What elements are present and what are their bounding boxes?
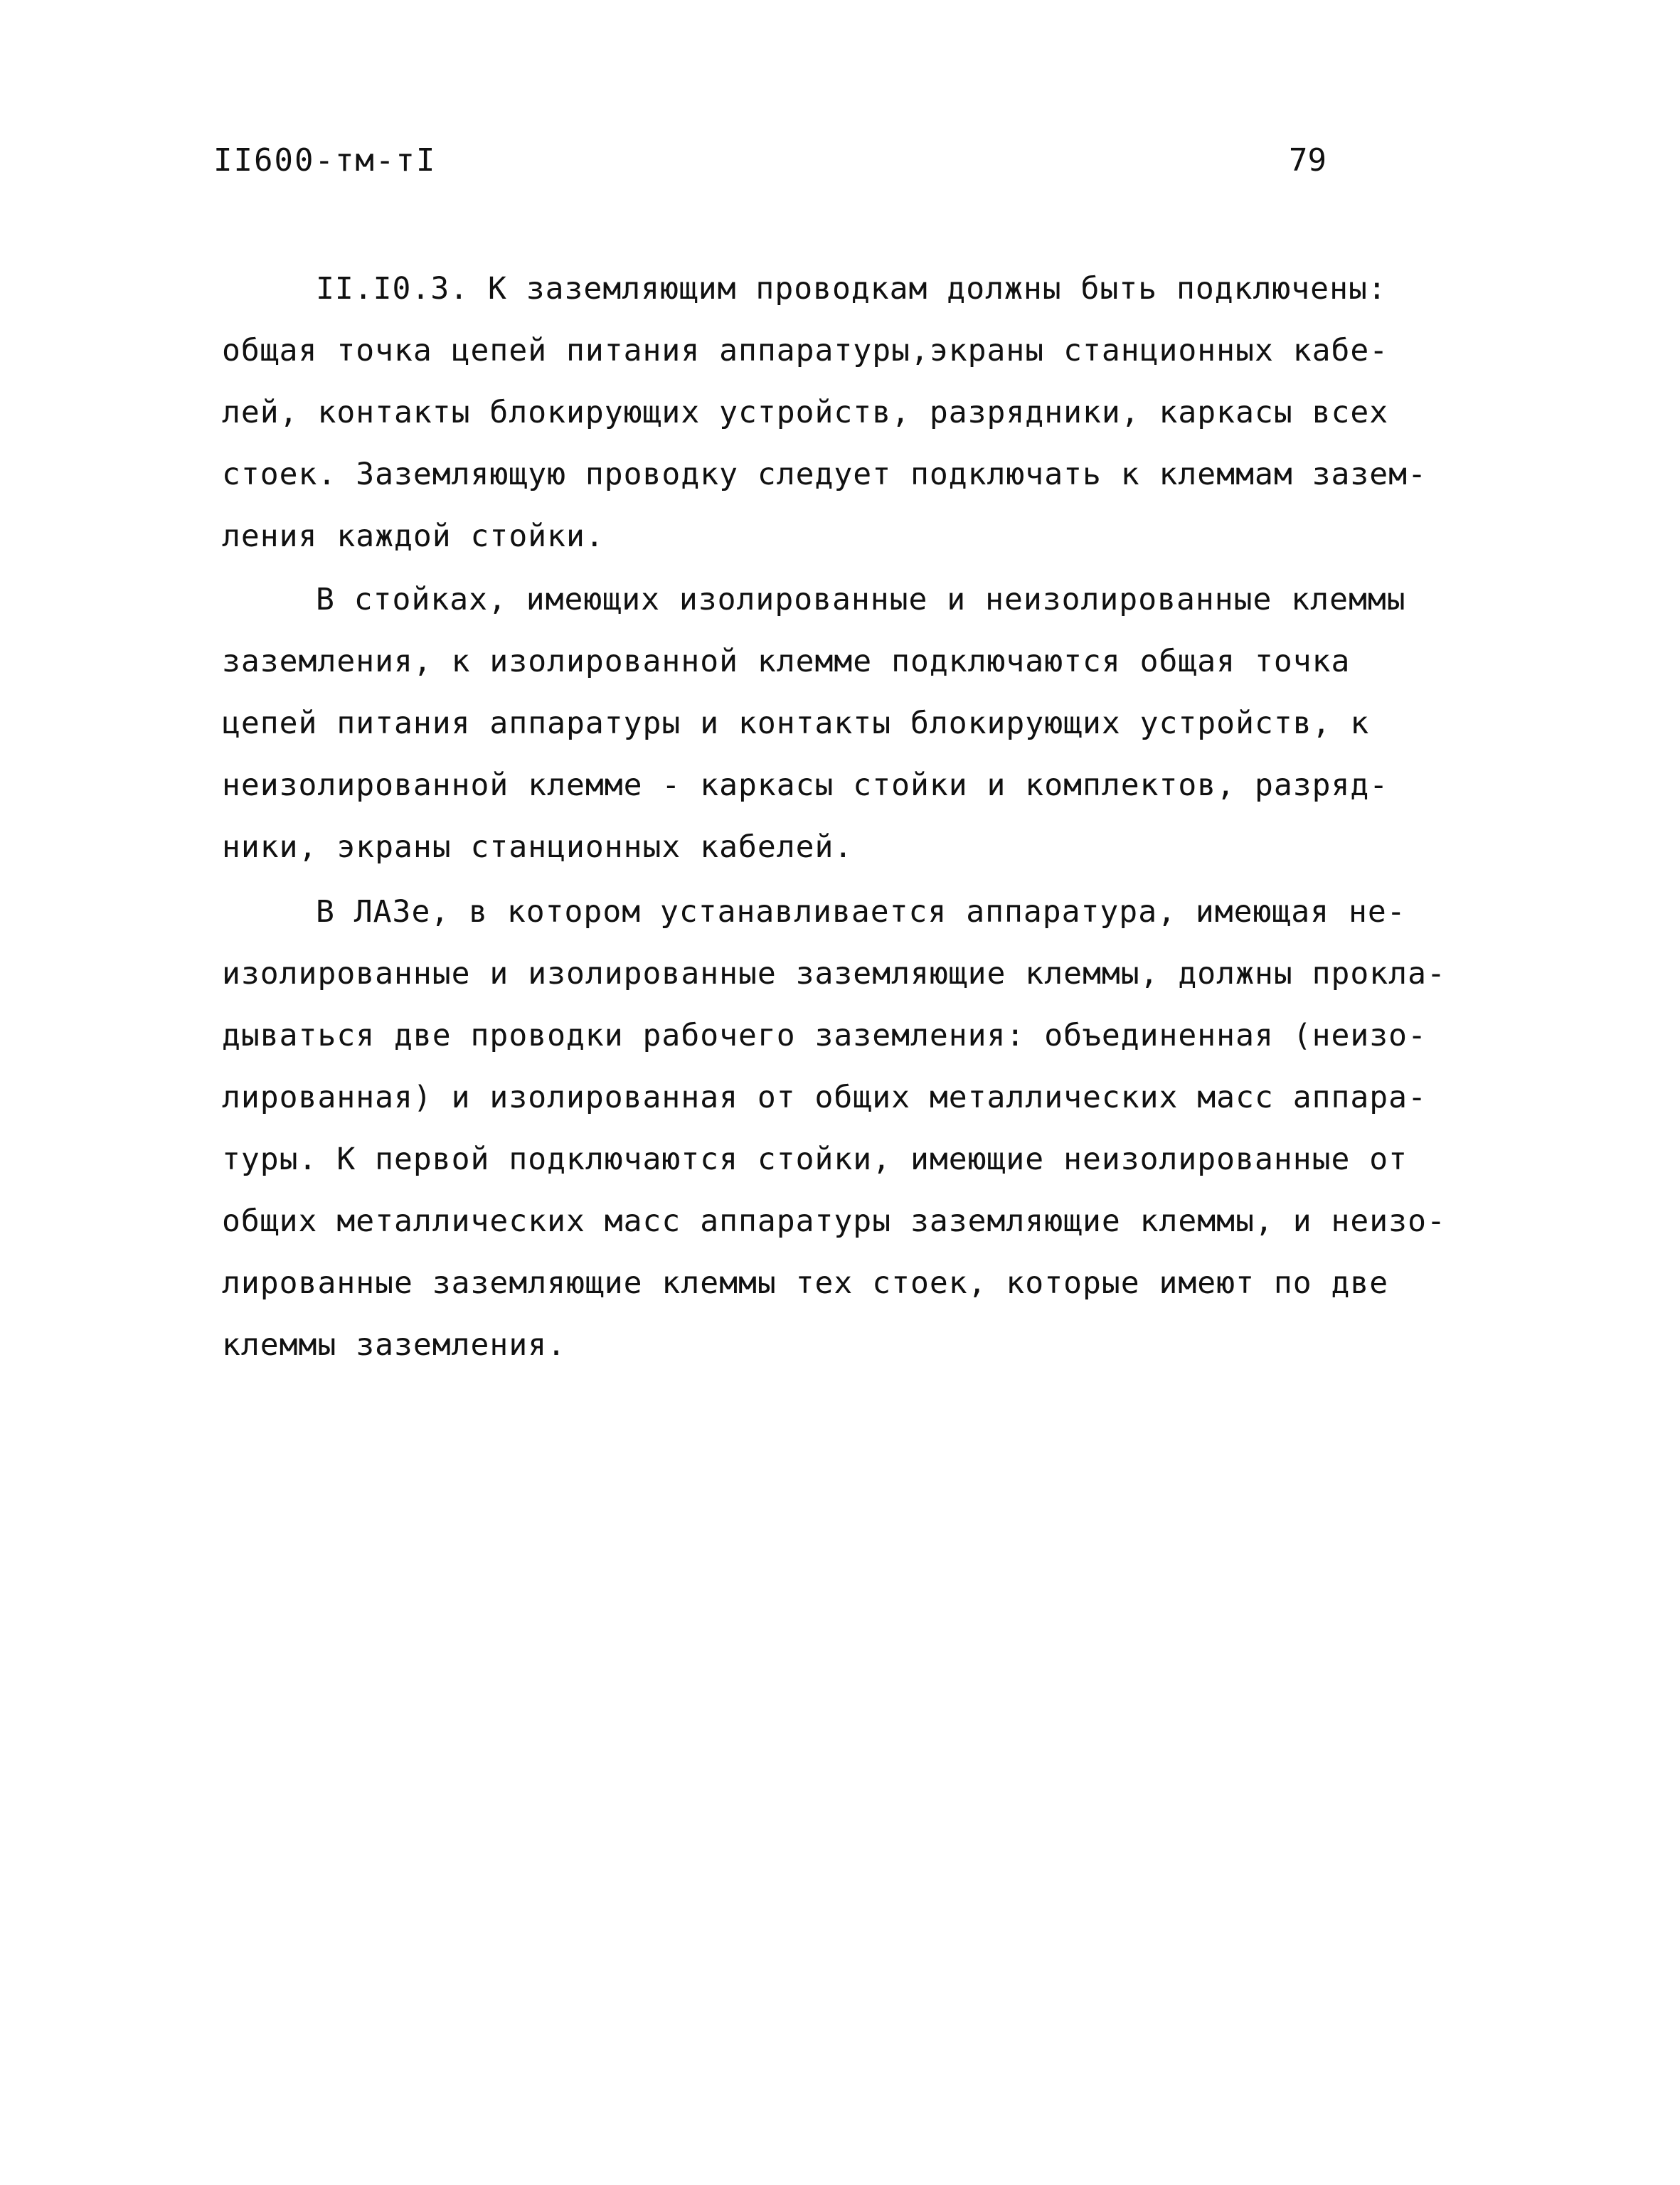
paragraph-1-line-2: общая точка цепей питания аппаратуры,экраны станционных кабе- xyxy=(222,333,1389,368)
page-number: 79 xyxy=(1289,142,1327,179)
paragraph-3-line-3: дываться две проводки рабочего заземления: объединенная (неизо- xyxy=(222,1018,1427,1053)
paragraph-3-line-5: туры. К первой подключаются стойки, имеющие неизолированные от xyxy=(222,1142,1408,1177)
paragraph-2-line-1: В стойках, имеющих изолированные и неизолированные клеммы xyxy=(316,582,1406,617)
paragraph-2-line-5: ники, экраны станционных кабелей. xyxy=(222,829,854,865)
paragraph-2-line-2: заземления, к изолированной клемме подключаются общая точка xyxy=(222,644,1351,679)
paragraph-3-line-1: В ЛАЗе, в котором устанавливается аппаратура, имеющая не- xyxy=(316,894,1406,930)
paragraph-3-line-7: лированные заземляющие клеммы тех стоек, которые имеют по две xyxy=(222,1265,1389,1301)
paragraph-3-line-8: клеммы заземления. xyxy=(222,1327,566,1363)
paragraph-1-line-1: II.I0.3. К заземляющим проводкам должны быть подключены: xyxy=(316,271,1387,307)
paragraph-1-line-5: ления каждой стойки. xyxy=(222,519,605,554)
paragraph-3-line-4: лированная) и изолированная от общих металлических масс аппара- xyxy=(222,1080,1427,1115)
paragraph-3-line-2: изолированные и изолированные заземляющие клеммы, должны прокла- xyxy=(222,956,1446,992)
document-code: II600-тм-тI xyxy=(213,142,437,179)
paragraph-1-line-3: лей, контакты блокирующих устройств, разрядники, каркасы всех xyxy=(222,395,1389,430)
paragraph-3-line-6: общих металлических масс аппаратуры заземляющие клеммы, и неизо- xyxy=(222,1203,1446,1239)
paragraph-2-line-4: неизолированной клемме - каркасы стойки и комплектов, разряд- xyxy=(222,767,1389,803)
paragraph-1-line-4: стоек. Заземляющую проводку следует подключать к клеммам зазем- xyxy=(222,457,1427,492)
paragraph-2-line-3: цепей питания аппаратуры и контакты блокирующих устройств, к xyxy=(222,706,1370,741)
